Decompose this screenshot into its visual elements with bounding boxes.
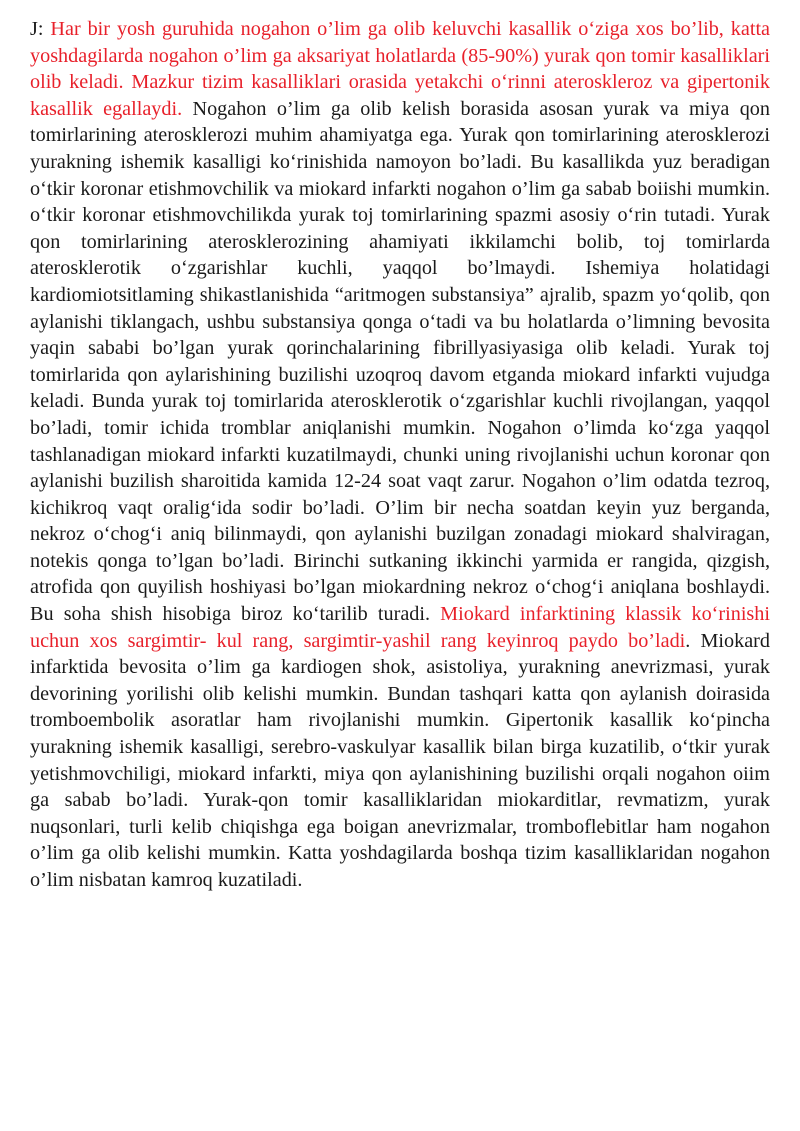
answer-paragraph [30,16,770,894]
highlighted-intro-text: Har bir yosh guruhida nogahon o’lim ga olib keluvchi kasallik o‘ziga xos bo’lib, katta yoshdagilarda nogahon o’lim ga aksariyat holatlarda (85-90%) yurak qon tomir kasalliklari olib keladi. Mazkur tizim kasalliklari orasida yetakchi o‘rinni ateroskleroz va gipertonik kasallik egallaydi. [30,18,771,120]
answer-label: J: [30,18,44,40]
highlighted-infarct-text: Miokard infarktining klassik ko‘rinishi uchun xos sargimtir- kul rang, sargimtir-yashil rang keyinroq paydo bo’ladi [30,603,770,652]
closing-text: . Miokard infarktida bevosita o’lim ga kardiogen shok, asistoliya, yurakning anevrizmasi, yurak devorining yorilishi olib kelishi mumkin. Bundan tashqari katta qon aylanish doirasida tromboembolik asoratlar ham rivojlanishi mumkin. Gipertonik kasallik ko‘pincha yurakning ishemik kasalligi, serebro-vaskulyar kasallik bilan birga kuzatilib, o‘tkir yurak yetishmovchiligi, miokard infarkti, miya qon aylanishining buzilishi orqali nogahon oiim ga sabab bo’ladi. Yurak-qon tomir kasalliklaridan miokarditlar, revmatizm, yurak nuqsonlari, turli kelib chiqishga ega boigan anevrizmalar, tromboflebitlar ham nogahon o’lim ga olib kelishi mumkin. Katta yoshdagilarda boshqa tizim kasalliklaridan nogahon o’lim nisbatan kamroq kuzatiladi. [30,629,770,891]
body-text: Nogahon o’lim ga olib kelish borasida asosan yurak va miya qon tomirlarining aterosklerozi muhim ahamiyatga ega. Yurak qon tomirlarining aterosklerozi yurakning ishemik kasalligi ko‘rinishida namoyon bo’ladi. Bu kasallikda yuz beradigan o‘tkir koronar etishmovchilik va miokard infarkti nogahon o’lim ga sabab boiishi mumkin. o‘tkir koronar etishmovchilikda yurak toj tomirlarining spazmi asosiy o‘rin tutadi. Yurak qon tomirlarining aterosklerozining ahamiyati ikkilamchi bolib, toj tomirlarda aterosklerotik o‘zgarishlar kuchli, yaqqol bo’lmaydi. Ishemiya holatidagi kardiomiotsitlaming shikastlanishida “aritmogen substansiya” ajralib, spazm yo‘qolib, qon aylanishi tiklangach, ushbu substansiya qonga o‘tadi va bu holatlarda o’limning bevosita yaqin sababi bo’lgan yurak qorinchalarining fibrillyasiyasiga olib keladi. Yurak toj tomirlarida qon aylarishining buzilishi uzoqroq davom etganda miokard infarkti vujudga keladi. Bunda yurak toj tomirlarida aterosklerotik o‘zgarishlar kuchli rivojlangan, yaqqol bo’ladi, tomir ichida tromblar aniqlanishi mumkin. Nogahon o’limda ko‘zga yaqqol tashlanadigan miokard infarkti kuzatilmaydi, chunki uning rivojlanishi uchun koronar qon aylanishi buzilish sharoitida kamida 12-24 soat vaqt zarur. Nogahon o’lim odatda tezroq, kichikroq vaqt oralig‘ida sodir bo’ladi. O’lim bir necha soatdan keyin yuz berganda, nekroz o‘chog‘i aniq bilinmaydi, qon aylanishi buzilgan zonadagi miokard shalviragan, notekis qonga to’lgan bo’ladi. Birinchi sutkaning ikkinchi yarmida er rangida, qizgish, atrofida qon quyilish hoshiyasi bo’lgan miokardning nekroz o‘chog‘i aniqlana boshlaydi. Bu soha shish hisobiga biroz ko‘tarilib turadi. [30,97,770,626]
